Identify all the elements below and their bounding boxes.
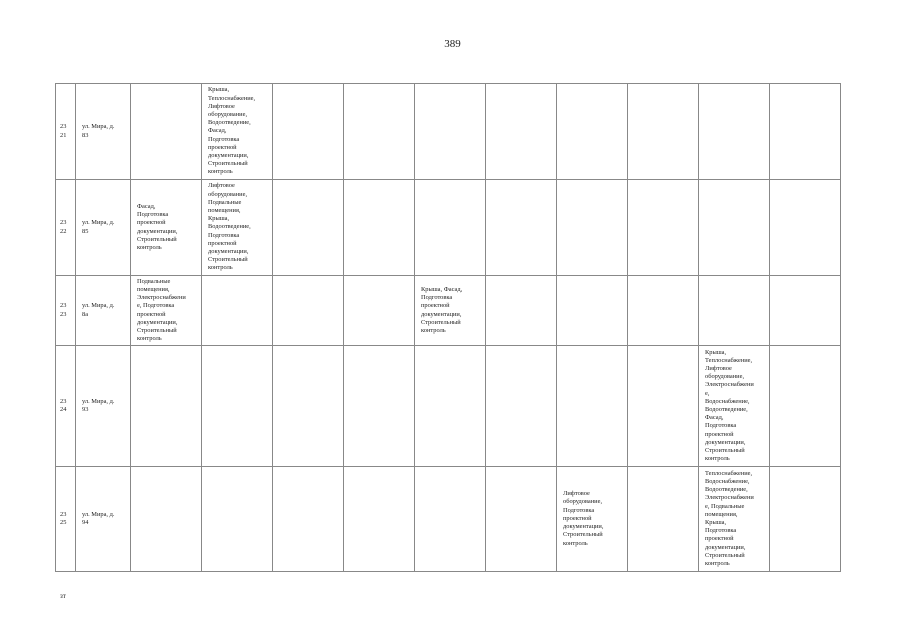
work-cell (770, 276, 841, 346)
work-cell (486, 84, 557, 180)
work-cell (486, 467, 557, 572)
table-row (56, 276, 841, 346)
work-cell (202, 276, 273, 346)
work-cell (628, 467, 699, 572)
footer-mark: зт (60, 592, 66, 600)
row-number: 23 23 (56, 276, 76, 346)
work-cell (344, 180, 415, 276)
work-cell (131, 346, 202, 467)
work-cell (699, 276, 770, 346)
work-cell (628, 84, 699, 180)
work-cell: Фасад, Подготовка проектной документации, Строительный контроль (131, 180, 202, 276)
work-cell (628, 276, 699, 346)
repair-schedule-table (55, 83, 841, 572)
work-cell (699, 180, 770, 276)
work-cell (699, 84, 770, 180)
work-cell: Крыша, Фасад, Подготовка проектной документации, Строительный контроль (415, 276, 486, 346)
work-cell (486, 180, 557, 276)
work-cell (131, 84, 202, 180)
work-cell (557, 276, 628, 346)
row-number: 23 22 (56, 180, 76, 276)
work-cell (557, 84, 628, 180)
row-number: 23 25 (56, 467, 76, 572)
address-cell: ул. Мира, д. 85 (76, 180, 131, 276)
work-cell (344, 276, 415, 346)
work-cell: Подвальные помещения, Электроснабжени е, Подготовка проектной документации, Строительный контроль (131, 276, 202, 346)
work-cell (415, 467, 486, 572)
work-cell (770, 180, 841, 276)
work-cell (131, 467, 202, 572)
work-cell (770, 467, 841, 572)
work-cell (273, 84, 344, 180)
work-cell (557, 346, 628, 467)
work-cell (770, 346, 841, 467)
work-cell (344, 84, 415, 180)
page-number: 389 (444, 38, 461, 50)
work-cell (486, 276, 557, 346)
table-row (56, 180, 841, 276)
work-cell (415, 180, 486, 276)
work-cell (273, 346, 344, 467)
address-cell: ул. Мира, д. 94 (76, 467, 131, 572)
work-cell (273, 467, 344, 572)
work-cell (770, 84, 841, 180)
work-cell (557, 180, 628, 276)
work-cell (415, 84, 486, 180)
table-row (56, 346, 841, 467)
work-cell (415, 346, 486, 467)
table-row (56, 84, 841, 180)
row-number: 23 21 (56, 84, 76, 180)
address-cell: ул. Мира, д. 8а (76, 276, 131, 346)
work-cell: Крыша, Теплоснабжение, Лифтовое оборудование, Водоотведение, Фасад, Подготовка проектной документации, Строительный контроль (202, 84, 273, 180)
address-cell: ул. Мира, д. 93 (76, 346, 131, 467)
table-row (56, 467, 841, 572)
work-cell (344, 467, 415, 572)
work-cell (628, 180, 699, 276)
work-cell (273, 180, 344, 276)
work-cell (628, 346, 699, 467)
address-cell: ул. Мира, д. 83 (76, 84, 131, 180)
work-cell: Крыша, Теплоснабжение, Лифтовое оборудование, Электроснабжени е, Водоснабжение, Водоотведение, Фасад, Подготовка проектной документации, Строительный контроль (699, 346, 770, 467)
work-cell: Лифтовое оборудование, Подвальные помещения, Крыша, Водоотведение, Подготовка проектной документации, Строительный контроль (202, 180, 273, 276)
work-cell (273, 276, 344, 346)
work-cell: Теплоснабжение, Водоснабжение, Водоотведение, Электроснабжени е, Подвальные помещения, Крыша, Подготовка проектной документации, Строительный контроль (699, 467, 770, 572)
work-cell (202, 467, 273, 572)
work-cell: Лифтовое оборудование, Подготовка проектной документации, Строительный контроль (557, 467, 628, 572)
row-number: 23 24 (56, 346, 76, 467)
work-cell (344, 346, 415, 467)
work-cell (486, 346, 557, 467)
work-cell (202, 346, 273, 467)
